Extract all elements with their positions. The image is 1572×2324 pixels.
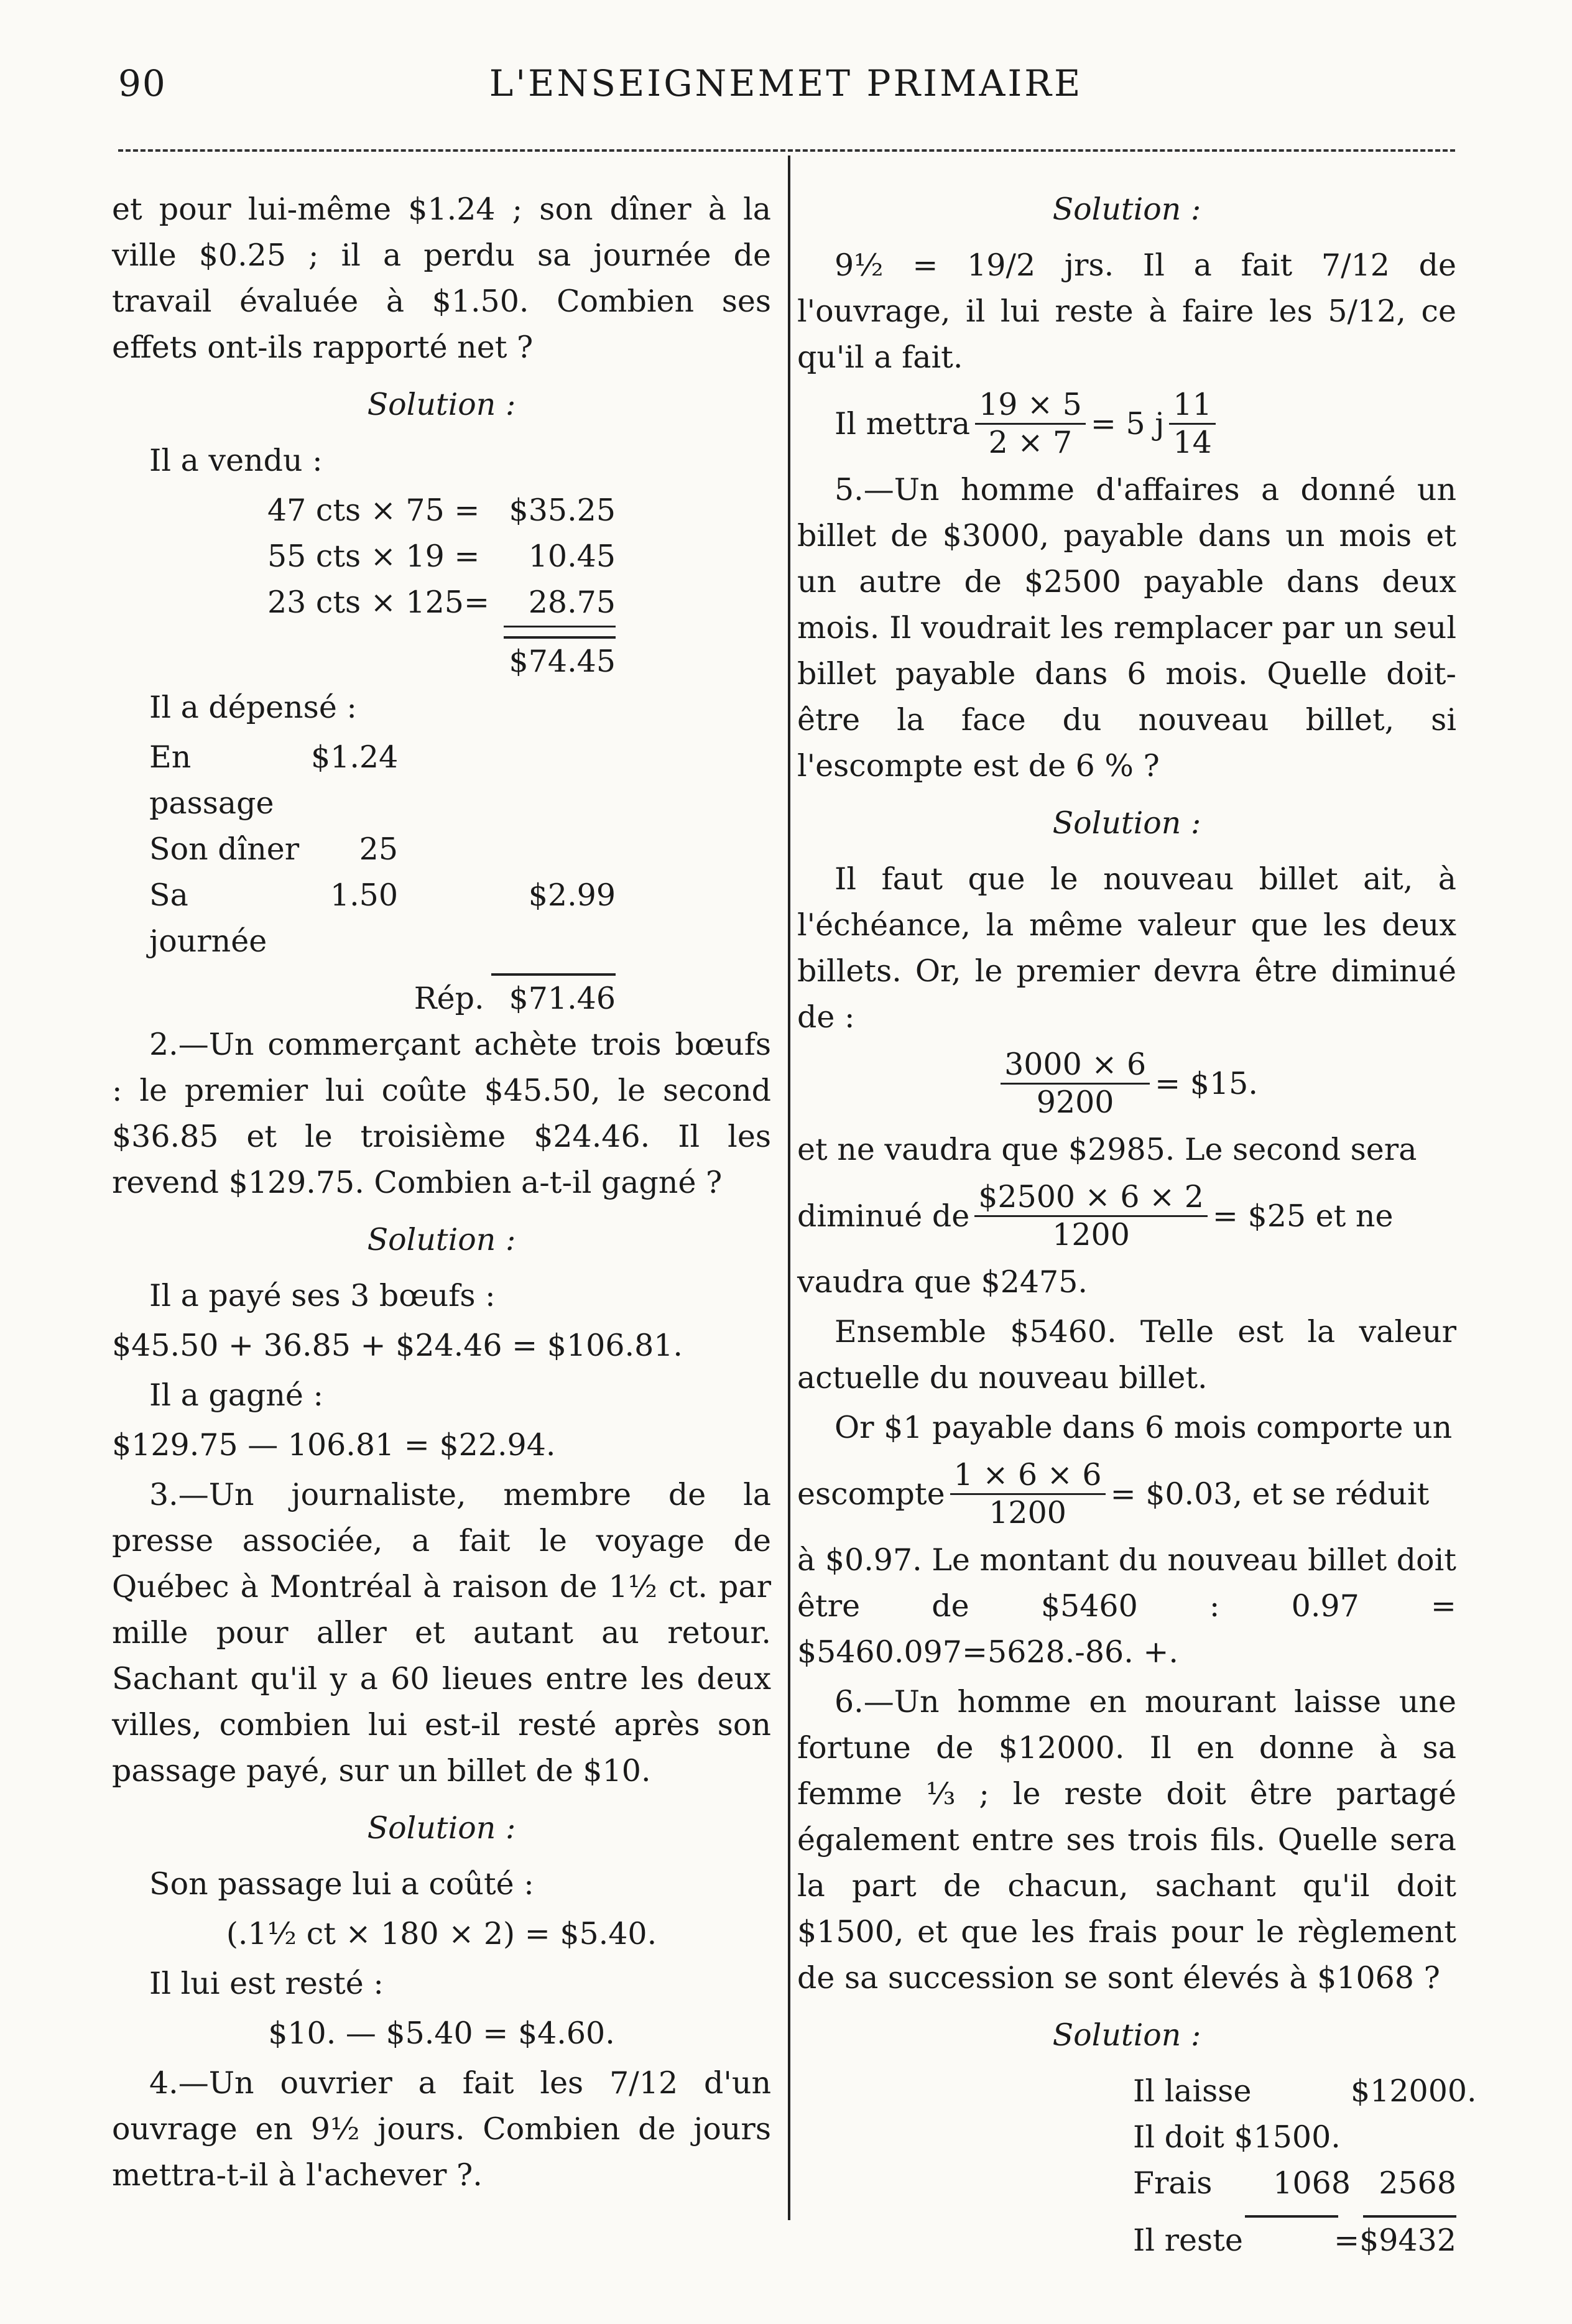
discount-fraction — [1001, 1047, 1150, 1121]
diminished-label: diminué de — [797, 1198, 970, 1234]
expense-label: Sa journée — [149, 877, 267, 959]
sales-row-calc: 23 cts × 125= — [267, 585, 489, 620]
right-column — [797, 187, 1477, 2264]
estate-table — [1133, 2068, 1477, 2264]
expense-label: Son dîner — [149, 831, 300, 867]
running-title: L'ENSEIGNEMET PRIMAIRE — [489, 62, 1083, 104]
header-rule — [118, 149, 1455, 152]
solution-4-text: 9½ = 19/2 jrs. Il a fait 7/12 de l'ouvrage, il lui reste à faire les 5/12, ce qu'il a fait. — [797, 248, 1456, 375]
discount-result: = $25 et ne — [1212, 1198, 1394, 1234]
expense-amount: $1.24 — [311, 739, 399, 775]
solution-heading: Solution : — [1052, 2017, 1201, 2053]
answer-value: $71.46 — [509, 981, 616, 1016]
passage-equation: (.1½ ct × 180 × 2) = $5.40. — [226, 1916, 657, 1951]
estate-deductions: 2568 — [1379, 2165, 1456, 2201]
sales-row-calc: 55 cts × 19 = — [267, 539, 480, 574]
fraction-numerator: 3000 × 6 — [1001, 1047, 1150, 1085]
estate-label: Frais — [1133, 2165, 1213, 2201]
second-note-value: vaudra que $2475. — [797, 1264, 1088, 1300]
sales-row-amount: $35.25 — [509, 493, 616, 528]
expenses-table — [149, 734, 771, 965]
expense-amount: 1.50 — [330, 877, 398, 913]
sold-label: Il a vendu : — [149, 443, 323, 478]
estate-rest-label: Il reste — [1133, 2223, 1243, 2258]
fraction-numerator: 19 × 5 — [975, 387, 1086, 425]
solution-heading: Solution : — [1052, 192, 1201, 227]
solution-heading: Solution : — [367, 1222, 516, 1257]
paid-equation: $45.50 + 36.85 + $24.46 = $106.81. — [112, 1328, 683, 1363]
passage-label: Son passage lui a coûté : — [149, 1866, 534, 1902]
expense-total: $2.99 — [528, 877, 616, 913]
problem-6: 6.—Un homme en mourant laisse une fortune de $12000. Il en donne à sa femme ⅓ ; le reste doit être partagé également entre ses trois fils. Quelle sera la part de chacun, sachant qu'il doit $1500, et que les frais pour le règlement de sa succession se sont élevés à $1068 ? — [797, 1684, 1456, 1996]
fraction-denominator: 1200 — [1052, 1217, 1130, 1252]
sales-total: $74.45 — [504, 636, 616, 685]
days-equation — [835, 387, 1456, 461]
escompte-equation — [797, 1457, 1456, 1531]
expense-total — [398, 826, 616, 873]
days-label: Il mettra — [835, 405, 971, 442]
escompte-fraction — [950, 1457, 1106, 1531]
problem-4: 4.—Un ouvrier a fait les 7/12 d'un ouvrage en 9½ jours. Combien de jours mettra-t-il à l'achever ?. — [112, 2065, 771, 2193]
sales-table — [267, 488, 616, 685]
column-divider — [788, 155, 790, 2220]
remaining-label: Il lui est resté : — [149, 1966, 384, 2001]
spent-label: Il a dépensé : — [149, 690, 357, 725]
total-value-text: Ensemble $5460. Telle est la valeur actuelle du nouveau billet. — [797, 1314, 1456, 1396]
gained-label: Il a gagné : — [149, 1377, 323, 1413]
final-amount-text: à $0.97. Le montant du nouveau billet doit être de $5460 : 0.97 = $5460.097=5628.-86. +. — [797, 1542, 1456, 1670]
second-note-text: et ne vaudra que $2985. Le second sera — [797, 1132, 1417, 1167]
problem-5: 5.—Un homme d'affaires a donné un billet de $3000, payable dans un mois et un autre de $2500 payable dans deux mois. Il voudrait les remplacer par un seul billet payable dans 6 mois. Quelle doit-être la face du nouveau billet, si l'escompte est de 6 % ? — [797, 472, 1456, 784]
estate-fees: 1068 — [1273, 2165, 1351, 2201]
solution-heading: Solution : — [1052, 805, 1201, 841]
fraction-numerator: 1 × 6 × 6 — [950, 1457, 1106, 1495]
page-header — [0, 0, 1572, 162]
fraction-numerator: 11 — [1169, 387, 1215, 425]
answer — [112, 976, 616, 1022]
escompte-result: = $0.03, et se réduit — [1110, 1476, 1430, 1512]
days-result: = 5 j — [1090, 405, 1165, 442]
discount-result: = $15. — [1155, 1065, 1258, 1101]
sales-row-amount: 10.45 — [528, 539, 616, 574]
left-column — [112, 187, 771, 2202]
remaining-equation: $10. — $5.40 = $4.60. — [268, 2016, 615, 2051]
estate-rest-value: =$9432 — [1334, 2223, 1456, 2258]
solution-heading: Solution : — [367, 387, 516, 422]
estate-label: Il doit $1500. — [1133, 2119, 1341, 2155]
paid-label: Il a payé ses 3 bœufs : — [149, 1278, 496, 1313]
fraction-denominator: 9200 — [1036, 1085, 1114, 1120]
solution-5-text: Il faut que le nouveau billet ait, à l'échéance, la même valeur que les deux billets. Or, le premier devra être diminué de : — [797, 861, 1456, 1035]
solution-heading: Solution : — [367, 1810, 516, 1846]
problem-3: 3.—Un journaliste, membre de la presse associée, a fait le voyage de Québec à Montréal à raison de 1½ ct. par mille pour aller et autant au retour. Sachant qu'il y a 60 lieues entre les deux villes, combien lui est-il resté après son passage payé, sur un billet de $10. — [112, 1477, 771, 1789]
fraction-denominator: 2 × 7 — [988, 425, 1073, 460]
answer-label: Rép. — [414, 981, 484, 1016]
escompte-label: escompte — [797, 1476, 945, 1512]
sales-row-calc: 47 cts × 75 = — [267, 493, 480, 528]
fraction-denominator: 14 — [1173, 425, 1212, 460]
page-number: 90 — [118, 62, 167, 104]
estate-value: $12000. — [1351, 2073, 1477, 2109]
discount-fraction — [974, 1179, 1208, 1253]
sales-row-amount: 28.75 — [504, 580, 616, 627]
expense-total — [398, 734, 616, 826]
days-remainder-fraction — [1169, 387, 1215, 461]
fraction-numerator: $2500 × 6 × 2 — [974, 1179, 1208, 1217]
estate-label: Il laisse — [1133, 2073, 1252, 2109]
fraction-denominator: 1200 — [989, 1495, 1066, 1530]
problem-1-continuation: et pour lui-même $1.24 ; son dîner à la ville $0.25 ; il a perdu sa journée de travail évaluée à $1.50. Combien ses effets ont-ils rapporté net ? — [112, 192, 771, 365]
expense-amount: 25 — [359, 831, 398, 867]
days-fraction — [975, 387, 1086, 461]
gained-equation: $129.75 — 106.81 = $22.94. — [112, 1427, 556, 1463]
second-discount-equation — [797, 1179, 1456, 1253]
expense-label: En passage — [149, 739, 274, 821]
escompte-intro: Or $1 payable dans 6 mois comporte un — [835, 1410, 1453, 1445]
first-discount-equation — [797, 1047, 1456, 1121]
problem-2: 2.—Un commerçant achète trois bœufs : le premier lui coûte $45.50, le second $36.85 et le troisième $24.46. Il les revend $129.75. Combien a-t-il gagné ? — [112, 1027, 771, 1200]
